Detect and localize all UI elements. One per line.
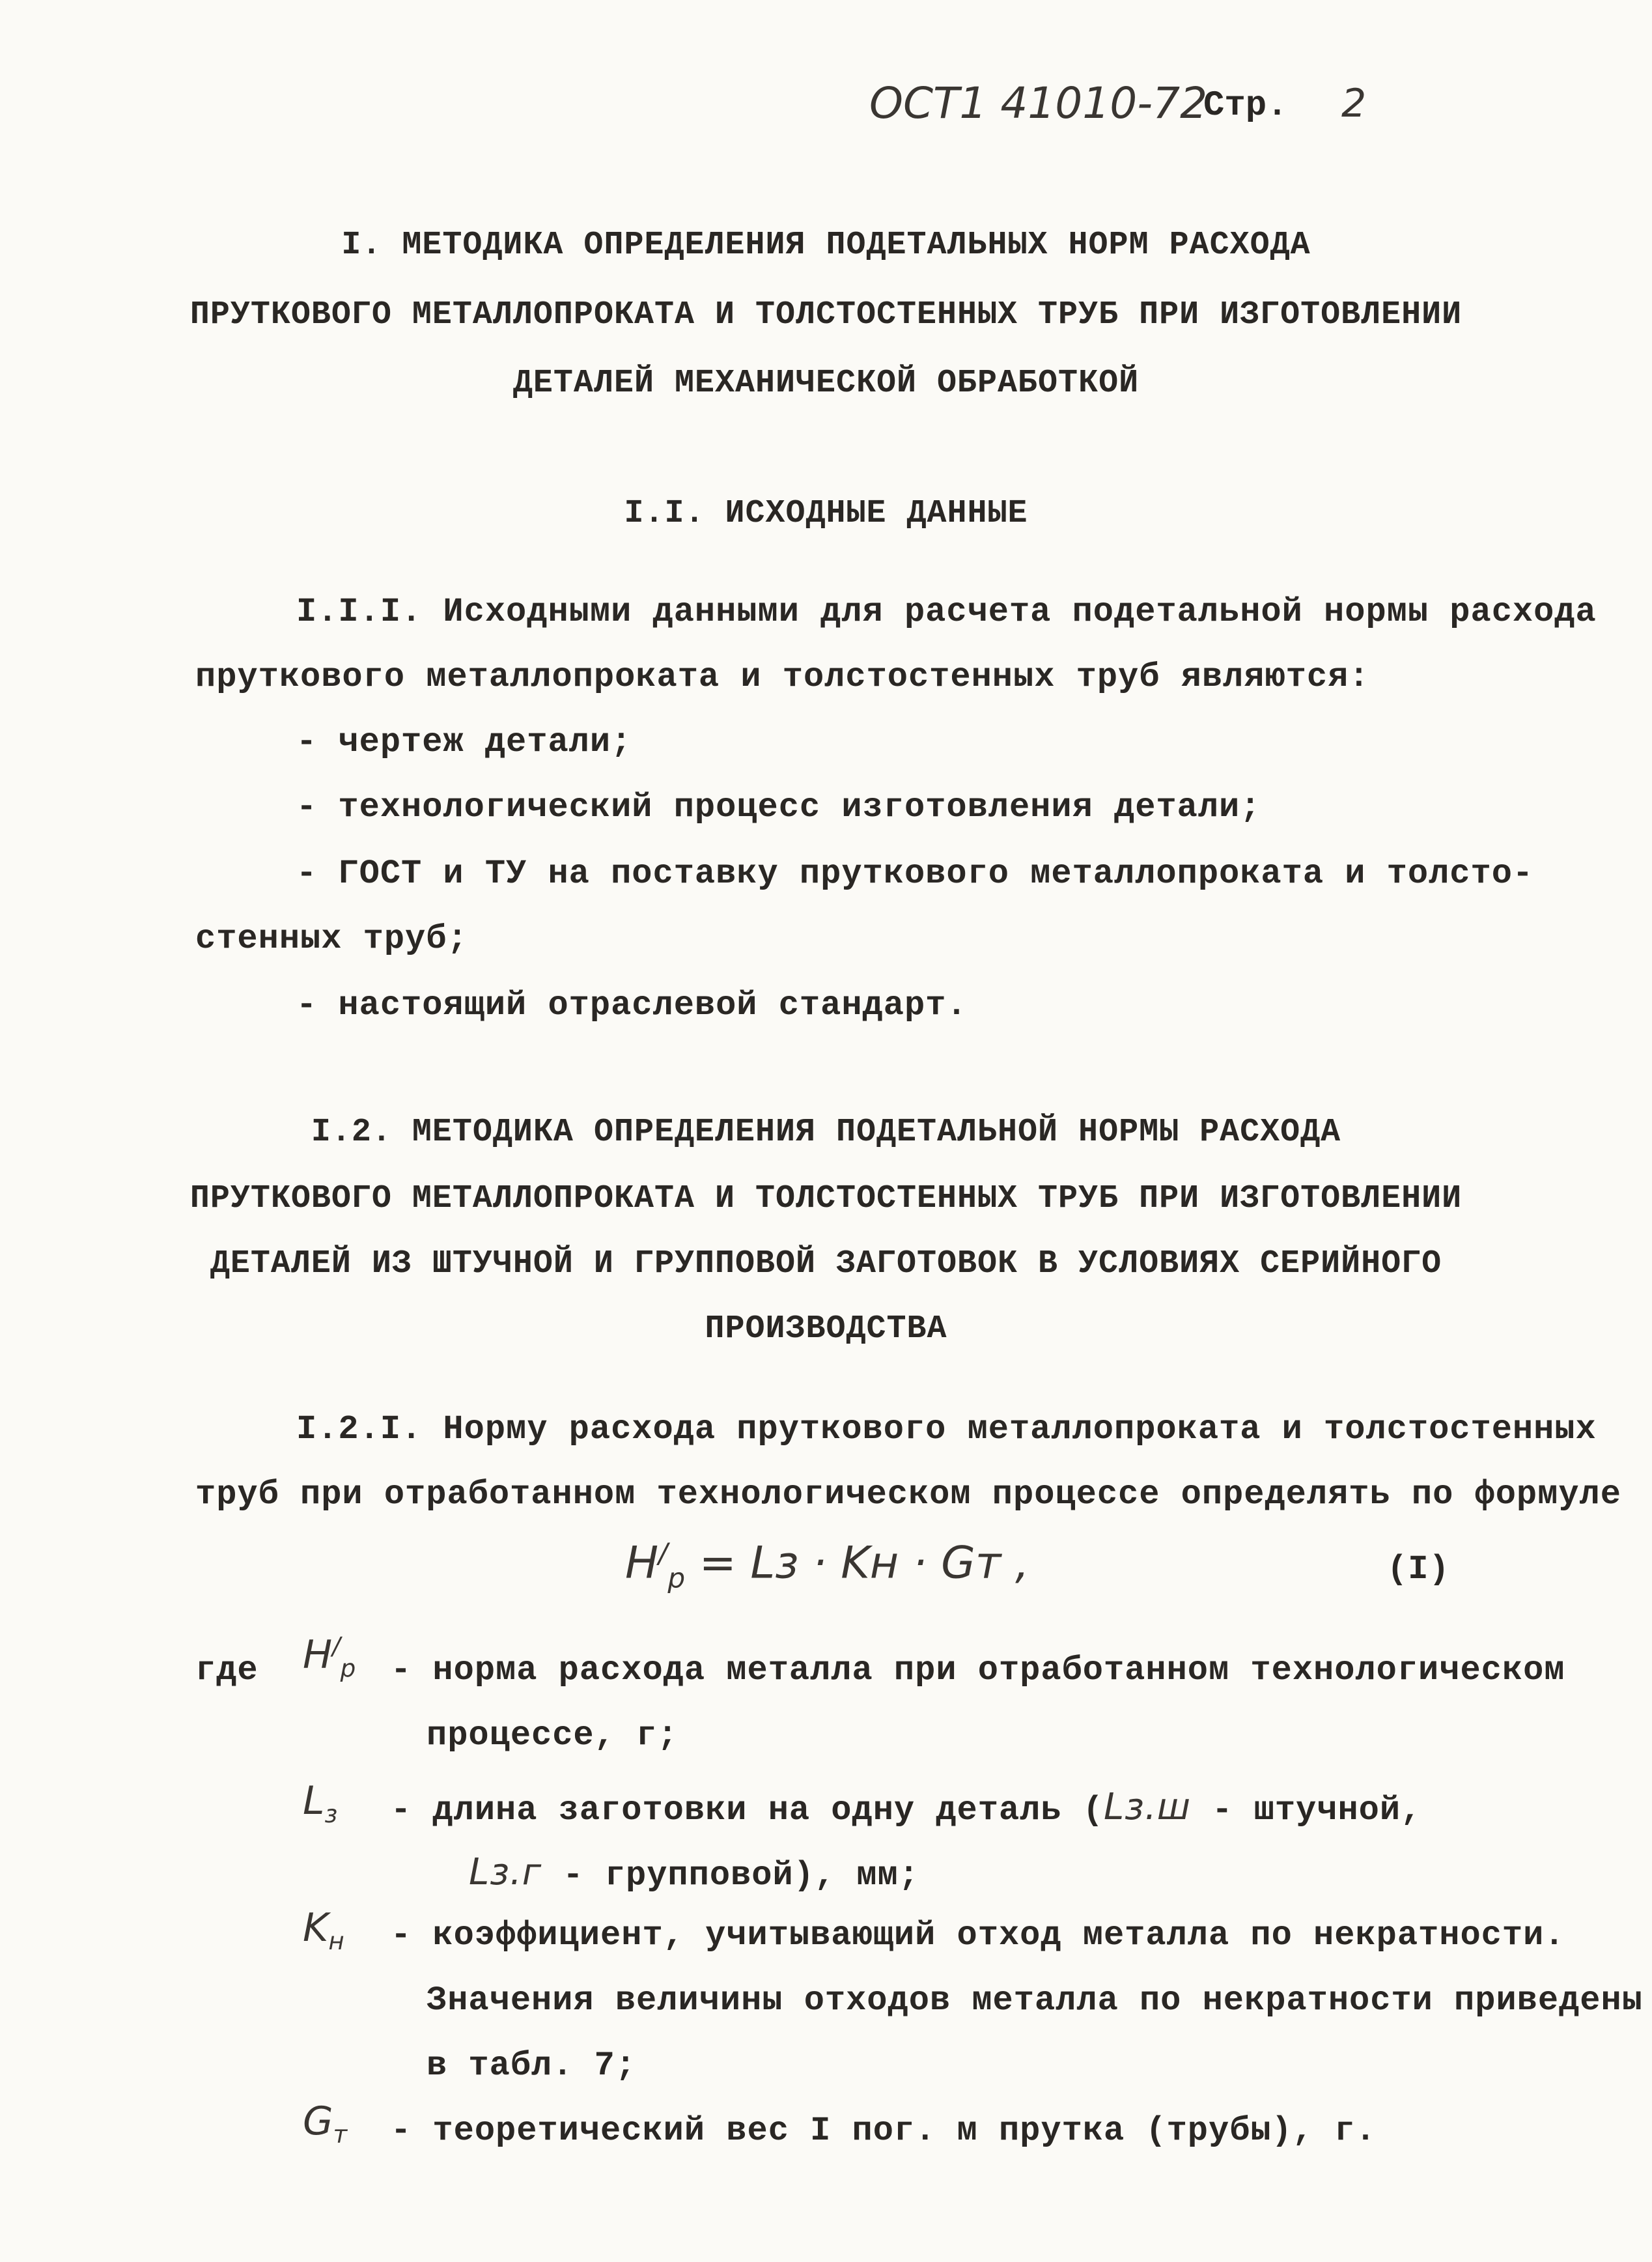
subsection-title-line-1: I.2. МЕТОДИКА ОПРЕДЕЛЕНИЯ ПОДЕТАЛЬНОЙ НОРМЫ РАСХОДА (311, 1114, 1341, 1151)
formula-number: (I) (1387, 1550, 1450, 1589)
definition-text: - коэффициент, учитывающий отход металла по некратности. (391, 1916, 1565, 1955)
definition-symbol: $Н^/_р$ (303, 1632, 356, 1682)
inline-symbol: Lз.г (469, 1851, 542, 1893)
paragraph-line: пруткового металлопроката и толстостенных труб являются: (195, 658, 1370, 696)
definition-symbol: $G_т$ (303, 2099, 348, 2149)
formula-lhs-sub: р (667, 1562, 686, 1594)
formula-rhs: = Lз · Kн · Gт , (699, 1537, 1029, 1589)
definition-text: - теоретический вес I пог. м прутка (трубы), г. (391, 2112, 1377, 2150)
formula-lhs-sup: / (658, 1537, 668, 1569)
paragraph-line: труб при отработанном технологическом процессе определять по формуле (195, 1475, 1621, 1514)
section-title-line-1: I. МЕТОДИКА ОПРЕДЕЛЕНИЯ ПОДЕТАЛЬНЫХ НОРМ РАСХОДА (341, 227, 1311, 264)
definition-symbol: $L_з$ (303, 1778, 338, 1828)
formula-lhs: Н (625, 1537, 659, 1589)
section-title-line-2: ПРУТКОВОГО МЕТАЛЛОПРОКАТА И ТОЛСТОСТЕННЫХ ТРУБ ПРИ ИЗГОТОВЛЕНИИ (189, 296, 1463, 333)
subsection-title-line-2: ПРУТКОВОГО МЕТАЛЛОПРОКАТА И ТОЛСТОСТЕННЫХ ТРУБ ПРИ ИЗГОТОВЛЕНИИ (189, 1180, 1463, 1217)
page-number: 2 (1341, 81, 1367, 126)
document-code: ОСТ1 41010-72 (869, 78, 1208, 128)
definition-text: Значения величины отходов металла по некратности приведены (427, 1981, 1643, 2020)
subsection-title: I.I. ИСХОДНЫЕ ДАННЫЕ (624, 495, 1028, 532)
definition-symbol: $K_н$ (303, 1905, 344, 1955)
definition-text: - норма расхода металла при отработанном технологическом (391, 1651, 1565, 1689)
list-item: - технологический процесс изготовления детали; (296, 788, 1261, 827)
list-item: - ГОСТ и ТУ на поставку пруткового металлопроката и толсто- (296, 855, 1534, 893)
list-item: - чертеж детали; (296, 723, 632, 761)
section-title-line-3: ДЕТАЛЕЙ МЕХАНИЧЕСКОЙ ОБРАБОТКОЙ (512, 365, 1140, 402)
list-item: - настоящий отраслевой стандарт. (296, 986, 968, 1025)
definition-text: - длина заготовки на одну деталь (Lз.ш - штучной, (391, 1786, 1422, 1830)
paragraph-line: I.I.I. Исходными данными для расчета подетальной нормы расхода (296, 593, 1597, 631)
definition-text: в табл. 7; (427, 2046, 637, 2085)
definition-text: Lз.г - групповой), мм; (469, 1851, 919, 1895)
page-label: Стр. (1203, 86, 1288, 126)
where-label: где (195, 1651, 259, 1689)
formula (625, 1537, 1029, 1594)
inline-symbol: Lз.ш (1103, 1786, 1192, 1828)
subsection-title-line-3: ДЕТАЛЕЙ ИЗ ШТУЧНОЙ И ГРУППОВОЙ ЗАГОТОВОК В УСЛОВИЯХ СЕРИЙНОГО (210, 1245, 1442, 1282)
subsection-title-line-4: ПРОИЗВОДСТВА (705, 1310, 947, 1348)
definition-text: процессе, г; (427, 1716, 679, 1755)
list-item-continuation: стенных труб; (195, 920, 468, 958)
paragraph-line: I.2.I. Норму расхода пруткового металлопроката и толстостенных (296, 1410, 1597, 1449)
